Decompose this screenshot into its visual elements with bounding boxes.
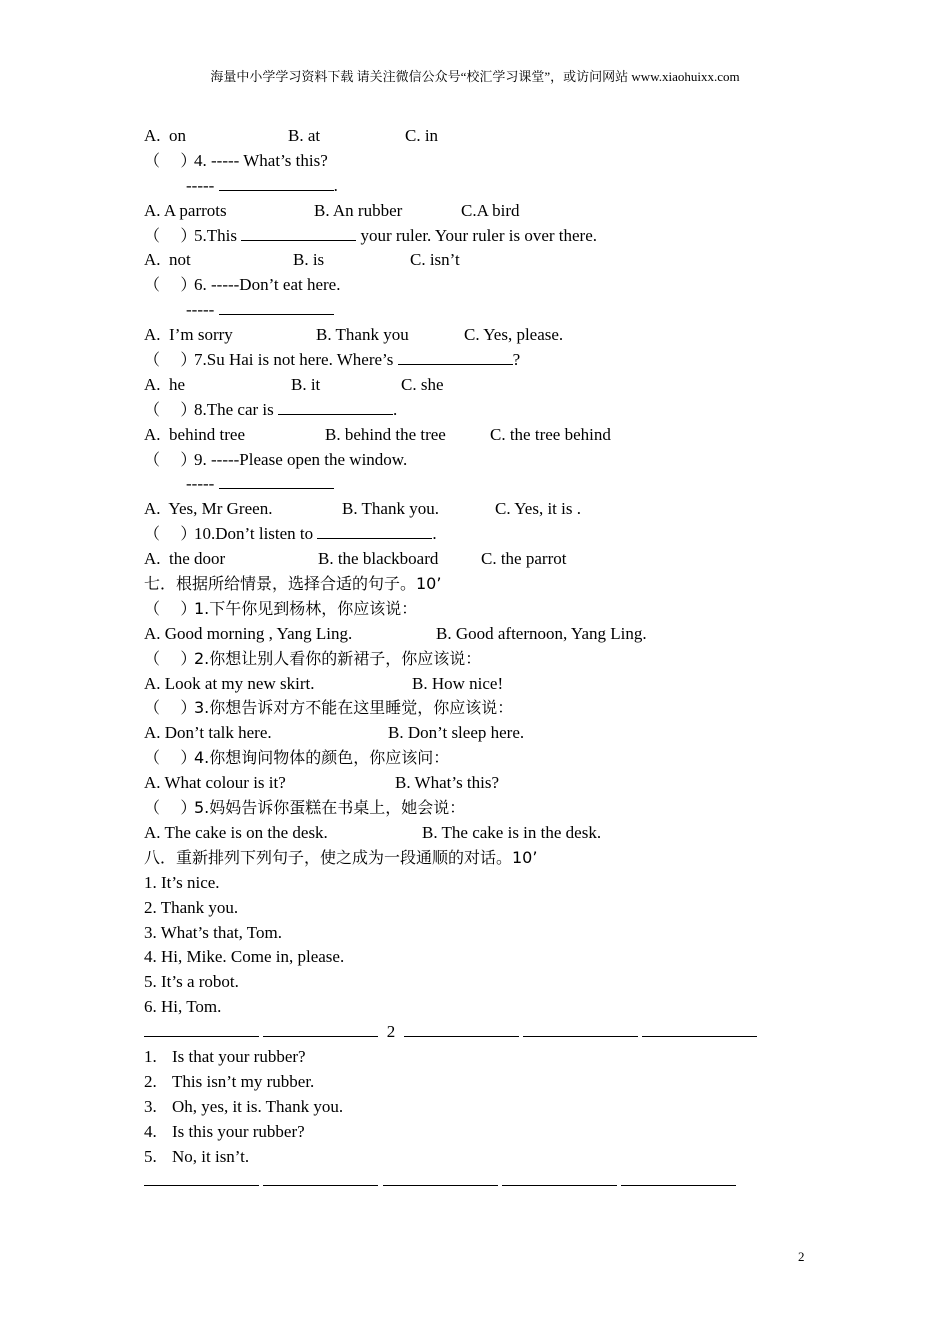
order-blank[interactable]	[263, 1169, 378, 1186]
order-blank[interactable]	[621, 1169, 736, 1186]
item-number: 2.	[144, 1071, 157, 1091]
dash-prefix: -----	[186, 175, 219, 195]
question-text-after: ?	[512, 350, 521, 370]
item-number: 3.	[144, 1096, 157, 1116]
s7-question-2-options	[144, 672, 824, 697]
question-6	[144, 273, 824, 298]
question-text-after: your ruler. Your ruler is over there.	[356, 225, 598, 245]
list-item	[144, 1045, 824, 1070]
question-text: 8.The car is	[194, 399, 279, 419]
question-7-options	[144, 373, 824, 398]
answer-paren[interactable]: （ ）	[144, 225, 197, 245]
item-text: Is that your rubber?	[172, 1046, 306, 1066]
option-c: C. isn’t	[410, 250, 460, 270]
question-4	[144, 149, 824, 174]
period: .	[333, 175, 338, 195]
option-b: B. Good afternoon, Yang Ling.	[436, 623, 647, 643]
question-4-answer-line	[144, 174, 824, 199]
item-text: Is this your rubber?	[172, 1121, 305, 1141]
question-text: 3.你想告诉对方不能在这里睡觉，你应该说：	[194, 698, 514, 718]
given-number: 2	[386, 1022, 396, 1042]
answer-paren[interactable]: （ ）	[144, 598, 197, 618]
s7-question-4-options	[144, 771, 824, 796]
option-a: A. not	[144, 250, 191, 270]
list-item: 6. Hi, Tom.	[144, 997, 222, 1017]
item-number: 5.	[144, 1146, 157, 1166]
item-number: 4.	[144, 1121, 157, 1141]
question-8	[144, 398, 824, 423]
option-a: A. Don’t talk here.	[144, 723, 272, 743]
option-b: B. Thank you.	[342, 499, 439, 519]
order-blank[interactable]	[642, 1020, 757, 1037]
list-item	[144, 1070, 824, 1095]
s7-question-3	[144, 696, 824, 721]
question-text: 2.你想让别人看你的新裙子，你应该说：	[194, 648, 482, 668]
option-c: C. the parrot	[481, 549, 567, 569]
option-a: A. A parrots	[144, 200, 227, 220]
question-text: 7.Su Hai is not here. Where’s	[194, 350, 398, 370]
option-a: A. he	[144, 374, 186, 394]
item-number: 1.	[144, 1046, 157, 1066]
list-item: 5. It’s a robot.	[144, 972, 239, 992]
s7-question-1	[144, 597, 824, 622]
option-c: C. she	[401, 374, 444, 394]
s7-question-1-options	[144, 622, 824, 647]
question-text: 9. -----Please open the window.	[194, 449, 408, 469]
question-4-options	[144, 199, 824, 224]
list-item: 1. It’s nice.	[144, 872, 220, 892]
answer-paren[interactable]: （ ）	[144, 275, 197, 295]
question-text: 10.Don’t listen to	[194, 524, 318, 544]
order-blank[interactable]	[383, 1169, 498, 1186]
answer-blank[interactable]	[219, 472, 334, 489]
option-b: B. behind the tree	[325, 424, 446, 444]
s7-question-5-options	[144, 821, 824, 846]
order-blank[interactable]	[144, 1020, 259, 1037]
order-answer-row-2	[144, 1169, 824, 1194]
option-a: A. Look at my new skirt.	[144, 673, 315, 693]
answer-blank[interactable]	[278, 398, 393, 415]
option-a: A. I’m sorry	[144, 325, 233, 345]
list-item: 3. What’s that, Tom.	[144, 922, 282, 942]
option-c: C. Yes, please.	[464, 325, 564, 345]
item-text: No, it isn’t.	[172, 1146, 250, 1166]
answer-paren[interactable]: （ ）	[144, 698, 197, 718]
question-text: 6. -----Don’t eat here.	[194, 275, 341, 295]
option-b: B. An rubber	[314, 200, 403, 220]
answer-blank[interactable]	[219, 174, 334, 191]
answer-paren[interactable]: （ ）	[144, 449, 197, 469]
option-b: B. Thank you	[316, 325, 409, 345]
option-a: A. on	[144, 126, 187, 145]
section-8-title: 八．重新排列下列句子，使之成为一段通顺的对话。10’	[144, 847, 538, 867]
option-a: A. behind tree	[144, 424, 246, 444]
option-a: A. the door	[144, 549, 226, 569]
question-8-options	[144, 423, 824, 448]
question-6-options	[144, 323, 824, 348]
answer-paren[interactable]: （ ）	[144, 648, 197, 668]
option-b: B. is	[293, 250, 325, 270]
question-9-answer-line	[144, 472, 824, 497]
answer-blank[interactable]	[219, 298, 334, 315]
order-blank[interactable]	[523, 1020, 638, 1037]
question-text: 5.This	[194, 225, 242, 245]
item-text: Oh, yes, it is. Thank you.	[172, 1096, 344, 1116]
option-b: B. the blackboard	[318, 549, 439, 569]
option-a: A. The cake is on the desk.	[144, 822, 328, 842]
question-3-options	[144, 124, 824, 149]
question-text: 4. ----- What’s this?	[194, 150, 328, 170]
question-text-after: .	[432, 524, 437, 544]
question-text: 1.下午你见到杨林，你应该说：	[194, 598, 418, 618]
answer-blank[interactable]	[241, 224, 356, 241]
question-9-options	[144, 497, 824, 522]
option-b: B. What’s this?	[395, 773, 500, 793]
option-c: C. the tree behind	[490, 424, 611, 444]
answer-blank[interactable]	[317, 522, 432, 539]
list-item: 4. Hi, Mike. Come in, please.	[144, 947, 345, 967]
question-text: 5.妈妈告诉你蛋糕在书桌上，她会说：	[194, 798, 466, 818]
item-text: This isn’t my rubber.	[172, 1071, 315, 1091]
option-b: B. it	[291, 374, 321, 394]
order-answer-row-1	[144, 1020, 824, 1045]
question-text: 4.你想询问物体的颜色，你应该问：	[194, 748, 450, 768]
option-c: C. Yes, it is .	[495, 499, 581, 519]
s7-question-2	[144, 647, 824, 672]
s7-question-5	[144, 796, 824, 821]
answer-paren[interactable]: （ ）	[144, 399, 197, 419]
list-item	[144, 1145, 824, 1170]
s7-question-3-options	[144, 721, 824, 746]
answer-paren[interactable]: （ ）	[144, 350, 197, 370]
question-10	[144, 522, 824, 547]
question-5	[144, 224, 824, 249]
answer-paren[interactable]: （ ）	[144, 748, 197, 768]
option-b: B. How nice!	[412, 673, 504, 693]
question-5-options	[144, 248, 824, 273]
question-10-options	[144, 547, 824, 572]
list-item	[144, 1095, 824, 1120]
order-blank[interactable]	[502, 1169, 617, 1186]
option-a: A. Yes, Mr Green.	[144, 499, 273, 519]
answer-paren[interactable]: （ ）	[144, 524, 197, 544]
dash-prefix: -----	[186, 474, 219, 494]
question-text-after: .	[393, 399, 398, 419]
option-a: A. Good morning , Yang Ling.	[144, 623, 353, 643]
option-c: C.A bird	[461, 200, 520, 220]
answer-paren[interactable]: （ ）	[144, 798, 197, 818]
worksheet-content	[144, 124, 824, 1194]
list-item	[144, 1120, 824, 1145]
order-blank[interactable]	[404, 1020, 519, 1037]
option-b: B. The cake is in the desk.	[422, 822, 602, 842]
list-item: 2. Thank you.	[144, 897, 239, 917]
page-number: 2	[798, 1249, 805, 1264]
option-a: A. What colour is it?	[144, 773, 286, 793]
order-blank[interactable]	[263, 1020, 378, 1037]
dash-prefix: -----	[186, 300, 219, 320]
order-blank[interactable]	[144, 1169, 259, 1186]
question-6-answer-line	[144, 298, 824, 323]
option-b: B. at	[288, 126, 321, 145]
answer-paren[interactable]: （ ）	[144, 150, 197, 170]
option-b: B. Don’t sleep here.	[388, 723, 525, 743]
section-7-title: 七．根据所给情景，选择合适的句子。10’	[144, 574, 442, 594]
answer-blank[interactable]	[398, 348, 513, 365]
s7-question-4	[144, 746, 824, 771]
page-header: 海量中小学学习资料下载 请关注微信公众号“校汇学习课堂”，或访问网站 www.xiaohuixx.com	[210, 69, 740, 84]
question-7	[144, 348, 824, 373]
option-c: C. in	[405, 126, 439, 145]
question-9	[144, 448, 824, 473]
